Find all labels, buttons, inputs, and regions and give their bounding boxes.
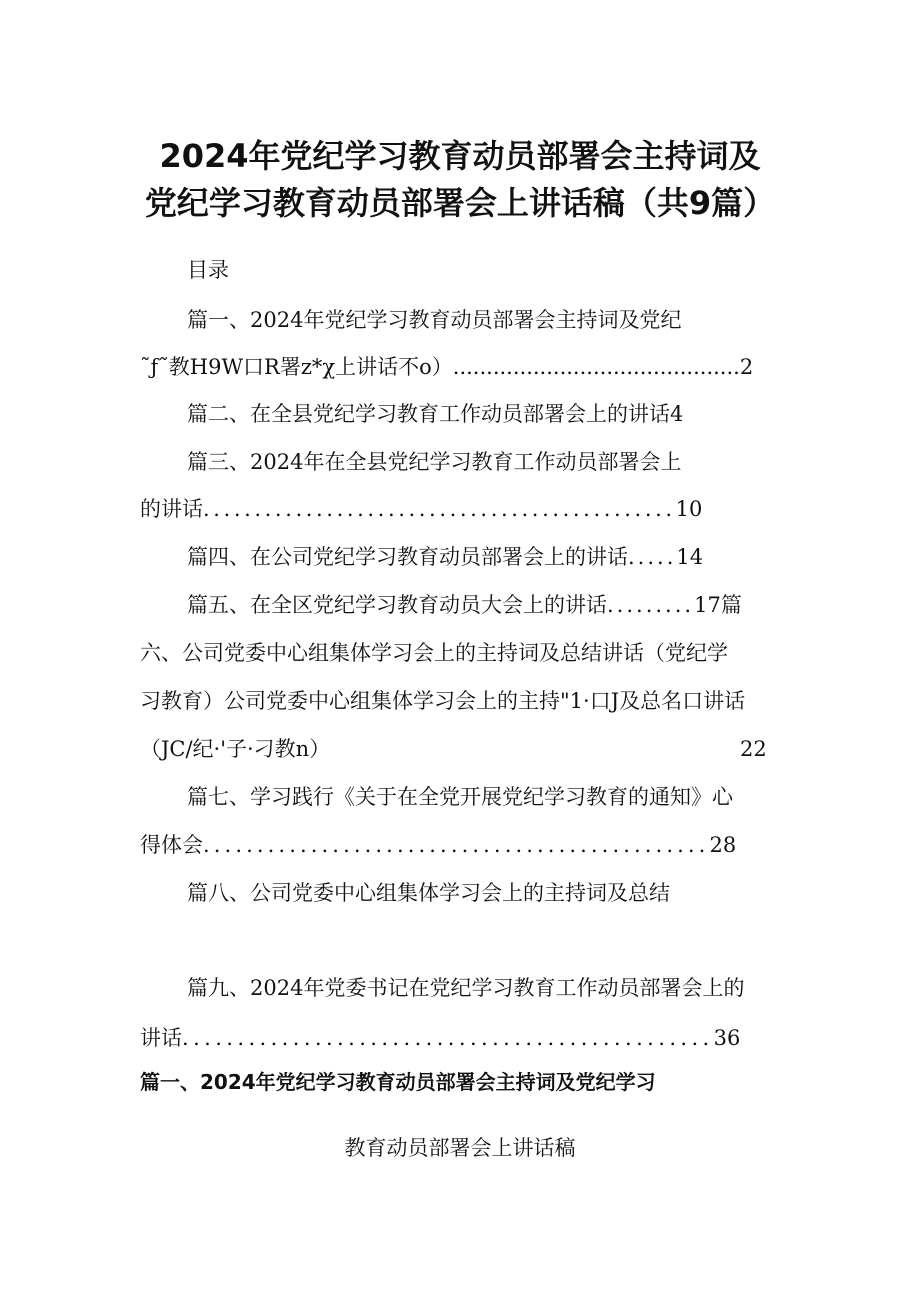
toc-entry-text: 篇五、在全区党纪学习教育动员大会上的讲话 <box>187 593 607 617</box>
toc-entry-text: 的讲话 <box>140 497 203 521</box>
toc-leader-dots: ......... <box>607 593 695 617</box>
toc-entry-6-prefix: 篇 <box>720 593 742 617</box>
toc-entry-text: 篇二、在全县党纪学习教育工作动员部署会上的讲话 <box>187 402 670 426</box>
toc-page-number: 36 <box>713 1026 741 1050</box>
toc-entry-text: 讲话 <box>140 1026 182 1050</box>
toc-leader-dots: ..... <box>628 545 677 569</box>
toc-leader-dots: ................................................ <box>182 1026 714 1050</box>
toc-entry-1-line2[interactable] <box>140 352 753 382</box>
toc-leader-dots: ............................................... <box>203 833 710 857</box>
toc-entry-text: 篇四、在公司党纪学习教育动员部署会上的讲话 <box>187 545 628 569</box>
toc-leader-dots: .............................................. <box>203 497 676 521</box>
toc-entry-8[interactable]: 篇八、公司党委中心组集体学习会上的主持词及总结 <box>187 881 670 905</box>
toc-page-number: 22 <box>740 737 767 761</box>
toc-heading: 目录 <box>187 258 229 282</box>
toc-page-number: 4 <box>670 402 684 426</box>
section-heading-line2: 教育动员部署会上讲话稿 <box>344 1136 576 1160</box>
toc-entry-3-line2[interactable] <box>140 494 702 524</box>
toc-entry-4[interactable] <box>187 542 703 572</box>
toc-entry-text: ˜ƒ˜教H9W口R署z*χ上讲话不o） <box>140 355 453 379</box>
toc-entry-2[interactable] <box>187 399 683 429</box>
toc-entry-text: 得体会 <box>140 833 203 857</box>
toc-entry-9-line1[interactable]: 篇九、2024年党委书记在党纪学习教育工作动员部署会上的 <box>187 976 745 1000</box>
title-line-2: 党纪学习教育动员部署会上讲话稿（共9篇） <box>144 184 776 222</box>
toc-entry-7-line1[interactable]: 篇七、学习践行《关于在全党开展党纪学习教育的通知》心 <box>187 785 733 809</box>
toc-page-number: 14 <box>676 545 704 569</box>
toc-page-number: 28 <box>709 833 737 857</box>
toc-page-number: 10 <box>675 497 703 521</box>
toc-entry-6-line3[interactable]: （JC/纪·'子·刁教n） <box>140 737 331 761</box>
toc-entry-5[interactable] <box>187 590 742 620</box>
toc-entry-3-line1[interactable]: 篇三、2024年在全县党纪学习教育工作动员部署会上 <box>187 450 682 474</box>
title-line-1: 2024年党纪学习教育动员部署会主持词及 <box>159 137 761 175</box>
toc-leader-dots: ........................................... <box>452 355 740 379</box>
toc-entry-9-line2[interactable] <box>140 1023 740 1053</box>
toc-entry-6-line1[interactable]: 六、公司党委中心组集体学习会上的主持词及总结讲话（党纪学 <box>140 641 728 665</box>
section-heading-line1: 篇一、2024年党纪学习教育动员部署会主持词及党纪学习 <box>140 1070 656 1094</box>
toc-page-number: 2 <box>739 355 754 379</box>
toc-entry-7-line2[interactable] <box>140 830 736 860</box>
toc-entry-6-line2[interactable]: 习教育）公司党委中心组集体学习会上的主持"1·口J及总名口讲话 <box>140 689 746 713</box>
toc-entry-1-line1[interactable]: 篇一、2024年党纪学习教育动员部署会主持词及党纪 <box>187 308 682 332</box>
toc-page-number: 17 <box>694 593 721 617</box>
